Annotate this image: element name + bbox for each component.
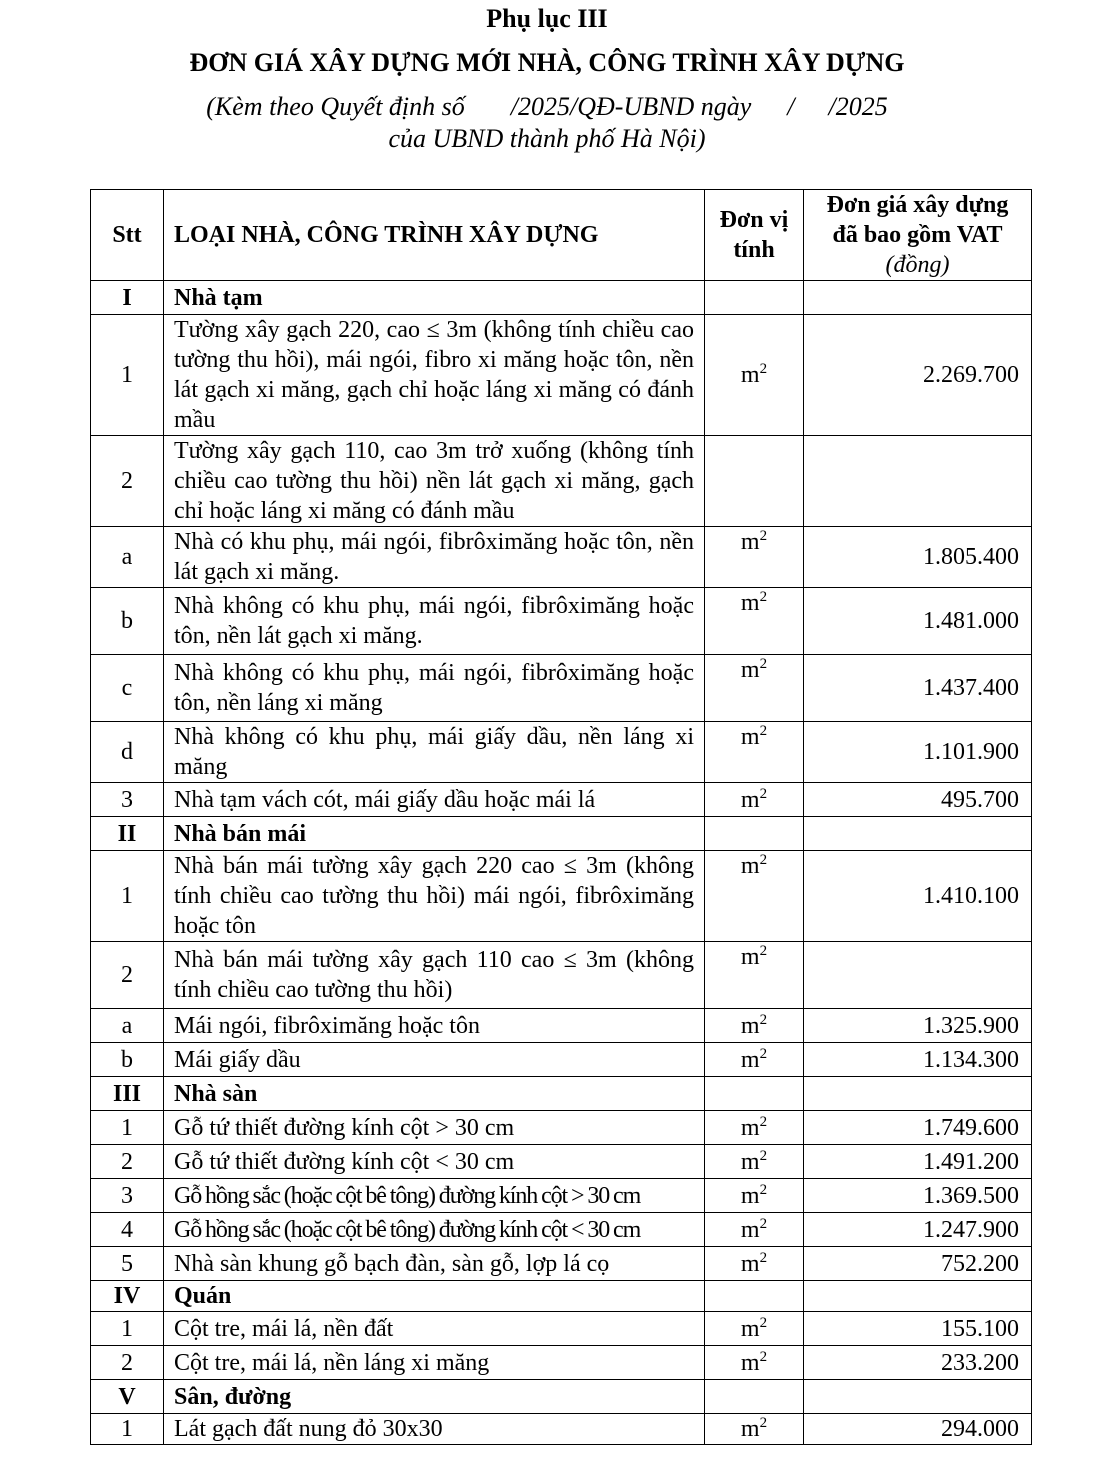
unit-exponent: 2 (759, 1147, 768, 1164)
header-stt: Stt (91, 190, 164, 281)
row-stt: IV (91, 1281, 164, 1312)
table-row (91, 1247, 1032, 1281)
row-unit (705, 1145, 804, 1179)
row-name: Nhà tạm vách cót, mái giấy dầu hoặc mái lá (164, 783, 705, 817)
unit-exponent: 2 (759, 528, 768, 544)
table-row (91, 527, 1032, 588)
unit-base: m (740, 724, 760, 750)
row-unit (705, 722, 804, 783)
row-unit (705, 1111, 804, 1145)
row-name: Mái ngói, fibrôximăng hoặc tôn (164, 1009, 705, 1043)
row-stt: I (91, 281, 164, 315)
row-price: 1.247.900 (804, 1213, 1032, 1247)
table-row (91, 436, 1032, 527)
unit-base: m (740, 1182, 760, 1209)
unit-exponent: 2 (759, 1314, 768, 1331)
table-row (91, 588, 1032, 655)
unit-exponent: 2 (759, 1415, 768, 1431)
row-price: 1.369.500 (804, 1179, 1032, 1213)
header-price (804, 190, 1032, 281)
row-price (804, 1380, 1032, 1414)
unit-exponent: 2 (759, 1011, 768, 1028)
decision-ref-part-a: (Kèm theo Quyết định số (206, 92, 465, 121)
row-name: Nhà tạm (164, 281, 705, 315)
row-name: Nhà bán mái tường xây gạch 110 cao ≤ 3m (không tính chiều cao tường thu hồi) (164, 942, 705, 1009)
row-stt: 2 (91, 1346, 164, 1380)
row-price (804, 942, 1032, 1009)
table-row (91, 1043, 1032, 1077)
row-unit (705, 436, 804, 527)
table-row (91, 1414, 1032, 1445)
row-price: 1.491.200 (804, 1145, 1032, 1179)
header-price-line2: đã bao gồm VAT (832, 222, 1003, 248)
row-unit (705, 1077, 804, 1111)
row-unit (705, 1179, 804, 1213)
row-name: Nhà bán mái tường xây gạch 220 cao ≤ 3m (không tính chiều cao tường thu hồi) mái ngói, fibrôximăng hoặc tôn (164, 851, 705, 942)
row-name: Nhà không có khu phụ, mái ngói, fibrôximăng hoặc tôn, nền lát gạch xi măng. (164, 588, 705, 655)
row-price: 1.325.900 (804, 1009, 1032, 1043)
row-price (804, 1077, 1032, 1111)
row-price (804, 281, 1032, 315)
row-unit (705, 588, 804, 655)
row-unit (705, 1043, 804, 1077)
unit-base: m (740, 1114, 760, 1141)
decision-ref-part-c: / (787, 92, 795, 121)
row-name: Cột tre, mái lá, nền đất (164, 1312, 705, 1346)
row-stt: III (91, 1077, 164, 1111)
row-name: Tường xây gạch 220, cao ≤ 3m (không tính chiều cao tường thu hồi), mái ngói, fibro xi măng hoặc tôn, nền lát gạch xi măng, gạch chỉ hoặc láng xi măng có đánh mầu (164, 315, 705, 436)
row-unit (705, 281, 804, 315)
unit-exponent: 2 (759, 589, 768, 605)
row-unit (705, 783, 804, 817)
table-row (91, 1213, 1032, 1247)
row-stt: V (91, 1380, 164, 1414)
table-row (91, 1346, 1032, 1380)
unit-base: m (740, 657, 760, 683)
row-unit (705, 817, 804, 851)
decision-reference (0, 92, 1094, 122)
table-row (91, 315, 1032, 436)
row-unit (705, 1380, 804, 1414)
row-name: Nhà có khu phụ, mái ngói, fibrôximăng hoặc tôn, nền lát gạch xi măng. (164, 527, 705, 588)
row-name: Gỗ tứ thiết đường kính cột > 30 cm (164, 1111, 705, 1145)
row-name: Nhà không có khu phụ, mái ngói, fibrôximăng hoặc tôn, nền láng xi măng (164, 655, 705, 722)
unit-exponent: 2 (759, 1045, 768, 1062)
unit-base: m (740, 786, 760, 813)
row-price (804, 1281, 1032, 1312)
table-row (91, 1111, 1032, 1145)
section-row (91, 1281, 1032, 1312)
row-unit (705, 655, 804, 722)
table-row (91, 1312, 1032, 1346)
row-price: 233.200 (804, 1346, 1032, 1380)
row-unit (705, 1281, 804, 1312)
row-stt: 1 (91, 851, 164, 942)
section-row (91, 817, 1032, 851)
document-title: ĐƠN GIÁ XÂY DỰNG MỚI NHÀ, CÔNG TRÌNH XÂY DỰNG (189, 48, 905, 77)
row-unit (705, 1346, 804, 1380)
table-row (91, 942, 1032, 1009)
row-name: Nhà không có khu phụ, mái giấy dầu, nền láng xi măng (164, 722, 705, 783)
row-name: Gỗ tứ thiết đường kính cột < 30 cm (164, 1145, 705, 1179)
unit-exponent: 2 (759, 1181, 768, 1198)
header-unit-line1: Đơn vị (719, 207, 789, 233)
row-name: Gỗ hồng sắc (hoặc cột bê tông) đường kính cột < 30 cm (164, 1213, 705, 1247)
row-price: 294.000 (804, 1414, 1032, 1445)
row-name: Mái giấy dầu (164, 1043, 705, 1077)
row-price: 495.700 (804, 783, 1032, 817)
unit-exponent: 2 (759, 361, 768, 377)
row-unit (705, 1312, 804, 1346)
unit-exponent: 2 (759, 852, 768, 868)
row-stt: a (91, 1009, 164, 1043)
row-stt: b (91, 588, 164, 655)
unit-base: m (740, 1250, 760, 1277)
unit-exponent: 2 (759, 656, 768, 672)
row-stt: 2 (91, 1145, 164, 1179)
row-price: 1.134.300 (804, 1043, 1032, 1077)
row-stt: 1 (91, 1312, 164, 1346)
header-unit-line2: tính (733, 237, 775, 263)
decision-ref-part-d: /2025 (828, 92, 888, 121)
row-price: 1.410.100 (804, 851, 1032, 942)
row-price: 752.200 (804, 1247, 1032, 1281)
row-stt: 1 (91, 315, 164, 436)
row-stt: 1 (91, 1111, 164, 1145)
row-price: 155.100 (804, 1312, 1032, 1346)
row-stt: 3 (91, 1179, 164, 1213)
row-unit (705, 1009, 804, 1043)
row-stt: 4 (91, 1213, 164, 1247)
unit-base: m (740, 362, 760, 388)
section-row (91, 281, 1032, 315)
row-unit (705, 1414, 804, 1445)
row-stt: c (91, 655, 164, 722)
row-unit (705, 851, 804, 942)
decision-ref-part-b: /2025/QĐ-UBND ngày (510, 92, 752, 121)
row-name: Cột tre, mái lá, nền láng xi măng (164, 1346, 705, 1380)
row-name: Gỗ hồng sắc (hoặc cột bê tông) đường kính cột > 30 cm (164, 1179, 705, 1213)
row-stt: b (91, 1043, 164, 1077)
construction-price-table (90, 189, 1032, 1445)
table-header-row (91, 190, 1032, 281)
unit-exponent: 2 (759, 1249, 768, 1266)
row-stt: 5 (91, 1247, 164, 1281)
row-price: 2.269.700 (804, 315, 1032, 436)
row-stt: 3 (91, 783, 164, 817)
unit-exponent: 2 (759, 1215, 768, 1232)
section-row (91, 1380, 1032, 1414)
unit-base: m (740, 1349, 760, 1376)
row-stt: II (91, 817, 164, 851)
header-name: LOẠI NHÀ, CÔNG TRÌNH XÂY DỰNG (164, 190, 705, 281)
row-name: Quán (164, 1281, 705, 1312)
unit-base: m (740, 1315, 760, 1342)
unit-exponent: 2 (759, 1348, 768, 1365)
row-price: 1.805.400 (804, 527, 1032, 588)
unit-exponent: 2 (759, 785, 768, 802)
row-name: Lát gạch đất nung đỏ 30x30 (164, 1414, 705, 1445)
unit-base: m (740, 529, 760, 555)
header-price-note: (đồng) (885, 252, 950, 278)
row-unit (705, 315, 804, 436)
row-name: Sân, đường (164, 1380, 705, 1414)
unit-exponent: 2 (759, 943, 768, 959)
unit-base: m (740, 853, 760, 879)
table-row (91, 1009, 1032, 1043)
unit-base: m (740, 1012, 760, 1039)
row-price (804, 817, 1032, 851)
row-unit (705, 1213, 804, 1247)
row-stt: a (91, 527, 164, 588)
table-row (91, 851, 1032, 942)
row-price: 1.749.600 (804, 1111, 1032, 1145)
row-stt: 2 (91, 436, 164, 527)
section-row (91, 1077, 1032, 1111)
unit-exponent: 2 (759, 723, 768, 739)
row-name: Nhà sàn (164, 1077, 705, 1111)
header-price-line1: Đơn giá xây dựng (826, 192, 1009, 218)
header-unit (705, 190, 804, 281)
row-price: 1.101.900 (804, 722, 1032, 783)
table-row (91, 1145, 1032, 1179)
row-unit (705, 942, 804, 1009)
row-name: Nhà sàn khung gỗ bạch đàn, sàn gỗ, lợp lá cọ (164, 1247, 705, 1281)
unit-base: m (740, 1416, 760, 1442)
unit-exponent: 2 (759, 1113, 768, 1130)
unit-base: m (740, 1216, 760, 1243)
row-stt: 2 (91, 942, 164, 1009)
row-price: 1.437.400 (804, 655, 1032, 722)
row-stt: d (91, 722, 164, 783)
unit-base: m (740, 1148, 760, 1175)
row-unit (705, 1247, 804, 1281)
unit-base: m (740, 944, 760, 970)
table-row (91, 655, 1032, 722)
appendix-title: Phụ lục III (486, 4, 608, 33)
table-row (91, 783, 1032, 817)
unit-base: m (740, 590, 760, 616)
row-name: Nhà bán mái (164, 817, 705, 851)
unit-base: m (740, 1046, 760, 1073)
row-stt: 1 (91, 1414, 164, 1445)
issuer-line: của UBND thành phố Hà Nội) (388, 124, 706, 153)
row-unit (705, 527, 804, 588)
row-name: Tường xây gạch 110, cao 3m trở xuống (không tính chiều cao tường thu hồi) nền lát gạch xi măng, gạch chỉ hoặc láng xi măng có đánh mầu (164, 436, 705, 527)
table-row (91, 1179, 1032, 1213)
table-row (91, 722, 1032, 783)
table-body (91, 281, 1032, 1445)
row-price: 1.481.000 (804, 588, 1032, 655)
row-price (804, 436, 1032, 527)
